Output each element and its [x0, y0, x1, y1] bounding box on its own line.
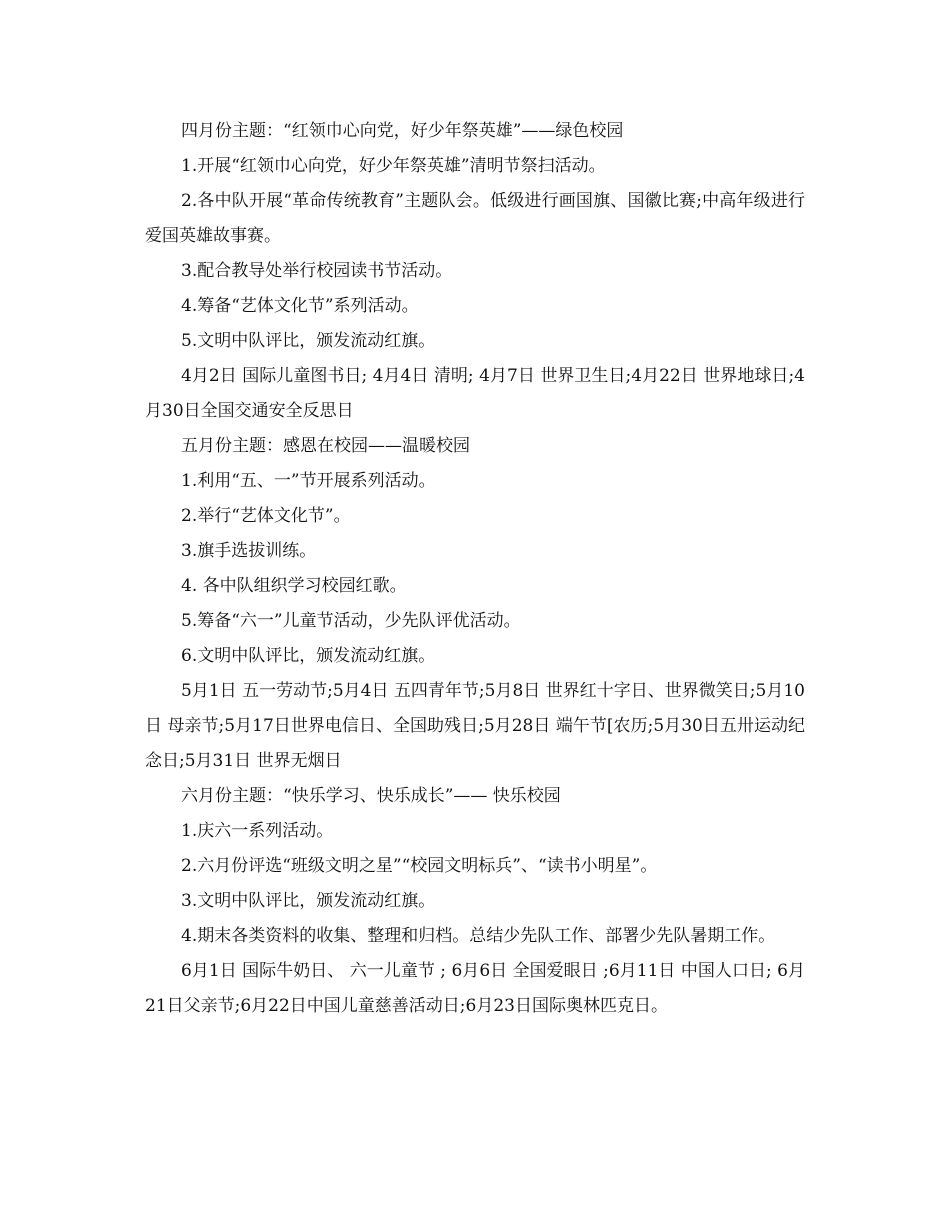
list-item: 3.旗手选拔训练。 [181, 541, 317, 561]
list-item: 2.举行“艺体文化节”。 [181, 506, 351, 526]
list-item: 1.庆六一系列活动。 [181, 821, 334, 841]
list-item: 6.文明中队评比，颁发流动红旗。 [181, 646, 436, 666]
list-item: 5.筹备“六一”儿童节活动，少先队评优活动。 [181, 611, 521, 631]
list-item: 5.文明中队评比，颁发流动红旗。 [181, 331, 436, 351]
list-item: 3.文明中队评比，颁发流动红旗。 [181, 891, 436, 911]
dates-paragraph-june: 6月1日 国际牛奶日、 六一儿童节 ; 6月6日 全国爱眼日 ;6月11日 中国人口日; 6月21日父亲节;6月22日中国儿童慈善活动日;6月23日国际奥林匹克日。 [145, 961, 805, 1016]
list-item: 2.六月份评选“班级文明之星”“校园文明标兵”、“读书小明星”。 [181, 856, 658, 876]
section-heading-june: 六月份主题：“快乐学习、快乐成长”—— 快乐校园 [181, 786, 561, 806]
list-item: 2.各中队开展“革命传统教育”主题队会。低级进行画国旗、国徽比赛;中高年级进行爱国英雄故事赛。 [145, 191, 805, 246]
section-heading-may: 五月份主题：感恩在校园——温暖校园 [181, 436, 470, 456]
dates-paragraph-may: 5月1日 五一劳动节;5月4日 五四青年节;5月8日 世界红十字日、世界微笑日;5月10日 母亲节;5月17日世界电信日、全国助残日;5月28日 端午节[农历;5月30日五卅运动纪念日;5月31日 世界无烟日 [145, 681, 805, 771]
list-item: 1.开展“红领巾心向党，好少年祭英雄”清明节祭扫活动。 [181, 156, 606, 176]
list-item: 4.期末各类资料的收集、整理和归档。总结少先队工作、部署少先队暑期工作。 [181, 926, 776, 946]
list-item: 1.利用“五、一”节开展系列活动。 [181, 471, 436, 491]
list-item: 4. 各中队组织学习校园红歌。 [181, 576, 407, 596]
document-body [145, 114, 805, 1024]
section-heading-april: 四月份主题：“红领巾心向党，好少年祭英雄”——绿色校园 [181, 121, 624, 141]
list-item: 3.配合教导处举行校园读书节活动。 [181, 261, 453, 281]
dates-paragraph-april: 4月2日 国际儿童图书日; 4月4日 清明; 4月7日 世界卫生日;4月22日 世界地球日;4月30日全国交通安全反思日 [145, 366, 805, 421]
list-item: 4.筹备“艺体文化节”系列活动。 [181, 296, 419, 316]
